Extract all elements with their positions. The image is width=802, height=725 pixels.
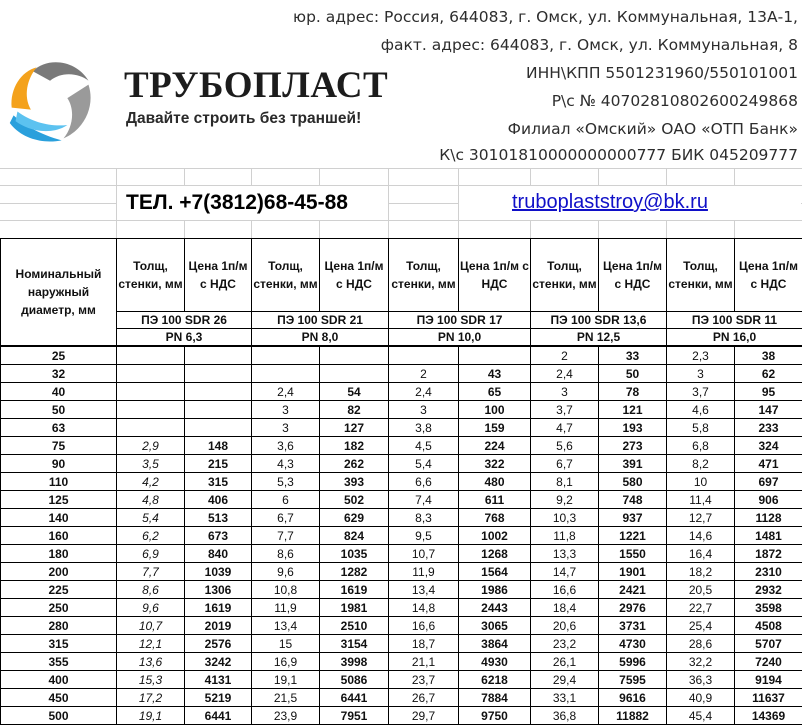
- sdr-label: ПЭ 100 SDR 13,6: [531, 312, 667, 329]
- price-cell: 2932: [735, 581, 802, 599]
- actual-address: факт. адрес: 644083, г. Омск, ул. Коммунальная, 8: [380, 36, 798, 54]
- thickness-cell: 7,7: [252, 527, 320, 545]
- price-cell: 9616: [599, 689, 667, 707]
- diameter-cell: 355: [1, 653, 117, 671]
- thickness-cell: 16,6: [531, 581, 599, 599]
- price-cell: 193: [599, 419, 667, 437]
- price-cell: 2310: [735, 563, 802, 581]
- diameter-cell: 50: [1, 401, 117, 419]
- price-cell: [459, 346, 531, 365]
- price-cell: 513: [185, 509, 252, 527]
- table-row: [1, 419, 802, 437]
- price-cell: 2421: [599, 581, 667, 599]
- price-header: Цена 1п/м с НДС: [459, 239, 531, 312]
- thickness-cell: 19,1: [117, 707, 185, 725]
- price-cell: 62: [735, 365, 802, 383]
- price-cell: 6441: [185, 707, 252, 725]
- price-cell: 1619: [185, 599, 252, 617]
- price-cell: 4508: [735, 617, 802, 635]
- price-cell: 3864: [459, 635, 531, 653]
- thickness-cell: 6,8: [667, 437, 735, 455]
- price-cell: 840: [185, 545, 252, 563]
- thickness-cell: 21,1: [389, 653, 459, 671]
- thickness-cell: 29,4: [531, 671, 599, 689]
- price-cell: [185, 419, 252, 437]
- thickness-cell: 8,3: [389, 509, 459, 527]
- header-row: [1, 239, 802, 312]
- price-cell: 5086: [320, 671, 389, 689]
- thickness-cell: 6,9: [117, 545, 185, 563]
- thickness-cell: 8,2: [667, 455, 735, 473]
- price-cell: 580: [599, 473, 667, 491]
- table-row: [1, 473, 802, 491]
- table-row: [1, 635, 802, 653]
- price-cell: 78: [599, 383, 667, 401]
- thickness-cell: 6,2: [117, 527, 185, 545]
- table-row: [1, 563, 802, 581]
- thickness-cell: 10,8: [252, 581, 320, 599]
- thickness-cell: 32,2: [667, 653, 735, 671]
- price-cell: 502: [320, 491, 389, 509]
- thickness-cell: 15: [252, 635, 320, 653]
- thickness-cell: 6,7: [531, 455, 599, 473]
- thickness-cell: 23,2: [531, 635, 599, 653]
- price-cell: 3598: [735, 599, 802, 617]
- price-header: Цена 1п/м с НДС: [185, 239, 252, 312]
- thickness-cell: 45,4: [667, 707, 735, 725]
- thickness-cell: 5,8: [667, 419, 735, 437]
- pn-row: [1, 329, 802, 347]
- price-cell: 3242: [185, 653, 252, 671]
- thickness-cell: 10,3: [531, 509, 599, 527]
- price-cell: 406: [185, 491, 252, 509]
- table-row: [1, 599, 802, 617]
- price-cell: 182: [320, 437, 389, 455]
- diameter-cell: 32: [1, 365, 117, 383]
- thickness-cell: 4,7: [531, 419, 599, 437]
- thickness-cell: 29,7: [389, 707, 459, 725]
- thickness-cell: 36,3: [667, 671, 735, 689]
- thickness-cell: 13,4: [389, 581, 459, 599]
- table-row: [1, 383, 802, 401]
- thickness-cell: 11,9: [252, 599, 320, 617]
- price-cell: 82: [320, 401, 389, 419]
- thickness-cell: 16,6: [389, 617, 459, 635]
- company-header: [0, 0, 802, 168]
- thickness-cell: 9,6: [117, 599, 185, 617]
- price-cell: 1002: [459, 527, 531, 545]
- thickness-cell: 16,4: [667, 545, 735, 563]
- price-cell: [320, 365, 389, 383]
- thickness-cell: 3,7: [667, 383, 735, 401]
- thickness-cell: 2,4: [531, 365, 599, 383]
- thickness-cell: 15,3: [117, 671, 185, 689]
- table-row: [1, 365, 802, 383]
- thickness-cell: 36,8: [531, 707, 599, 725]
- diameter-cell: 400: [1, 671, 117, 689]
- table-row: [1, 491, 802, 509]
- price-cell: 1306: [185, 581, 252, 599]
- thickness-cell: 3: [252, 419, 320, 437]
- thickness-cell: 9,2: [531, 491, 599, 509]
- price-cell: 1550: [599, 545, 667, 563]
- diameter-cell: 90: [1, 455, 117, 473]
- price-cell: 5996: [599, 653, 667, 671]
- thickness-cell: 10,7: [117, 617, 185, 635]
- price-cell: 1221: [599, 527, 667, 545]
- thickness-cell: 13,6: [117, 653, 185, 671]
- price-cell: 1981: [320, 599, 389, 617]
- thickness-cell: 7,7: [117, 563, 185, 581]
- price-cell: 5219: [185, 689, 252, 707]
- price-cell: 7240: [735, 653, 802, 671]
- price-cell: 2443: [459, 599, 531, 617]
- price-cell: 7595: [599, 671, 667, 689]
- price-cell: 14369: [735, 707, 802, 725]
- thickness-header: Толщ, стенки, мм: [117, 239, 185, 312]
- thickness-cell: 2,9: [117, 437, 185, 455]
- thickness-cell: 8,6: [117, 581, 185, 599]
- price-cell: 148: [185, 437, 252, 455]
- price-table: [0, 238, 802, 725]
- company-name: ТРУБОПЛАСТ: [124, 65, 389, 106]
- thickness-cell: [252, 365, 320, 383]
- thickness-cell: 18,4: [531, 599, 599, 617]
- thickness-cell: 12,7: [667, 509, 735, 527]
- price-header: Цена 1п/м с НДС: [599, 239, 667, 312]
- thickness-cell: 13,4: [252, 617, 320, 635]
- thickness-cell: 13,3: [531, 545, 599, 563]
- price-cell: [185, 401, 252, 419]
- thickness-cell: 3: [531, 383, 599, 401]
- table-row: [1, 509, 802, 527]
- thickness-cell: 26,1: [531, 653, 599, 671]
- price-cell: 748: [599, 491, 667, 509]
- price-cell: 1872: [735, 545, 802, 563]
- thickness-cell: 9,6: [252, 563, 320, 581]
- price-cell: 1128: [735, 509, 802, 527]
- price-cell: 50: [599, 365, 667, 383]
- price-cell: 3065: [459, 617, 531, 635]
- price-cell: 629: [320, 509, 389, 527]
- price-cell: 1268: [459, 545, 531, 563]
- thickness-cell: 18,7: [389, 635, 459, 653]
- thickness-cell: 2,3: [667, 346, 735, 365]
- thickness-cell: [117, 365, 185, 383]
- table-row: [1, 653, 802, 671]
- price-header: Цена 1п/м с НДС: [320, 239, 389, 312]
- inn-kpp: ИНН\КПП 5501231960/550101001: [526, 64, 798, 82]
- email-link[interactable]: truboplaststroy@bk.ru: [512, 191, 708, 213]
- table-row: [1, 346, 802, 365]
- legal-address: юр. адрес: Россия, 644083, г. Омск, ул. Коммунальная, 13А-1,: [293, 8, 798, 26]
- price-cell: 100: [459, 401, 531, 419]
- thickness-cell: 26,7: [389, 689, 459, 707]
- thickness-cell: 28,6: [667, 635, 735, 653]
- price-cell: 1564: [459, 563, 531, 581]
- price-cell: 7884: [459, 689, 531, 707]
- table-row: [1, 581, 802, 599]
- price-cell: 393: [320, 473, 389, 491]
- price-cell: 273: [599, 437, 667, 455]
- price-cell: [320, 346, 389, 365]
- table-row: [1, 671, 802, 689]
- price-cell: 391: [599, 455, 667, 473]
- price-cell: 673: [185, 527, 252, 545]
- price-cell: 11637: [735, 689, 802, 707]
- thickness-cell: 20,6: [531, 617, 599, 635]
- price-cell: 2019: [185, 617, 252, 635]
- thickness-cell: [117, 419, 185, 437]
- price-cell: 11882: [599, 707, 667, 725]
- pn-label: PN 12,5: [531, 329, 667, 347]
- thickness-cell: 5,4: [117, 509, 185, 527]
- price-cell: 5707: [735, 635, 802, 653]
- diameter-cell: 75: [1, 437, 117, 455]
- price-cell: 9194: [735, 671, 802, 689]
- price-cell: 322: [459, 455, 531, 473]
- diameter-cell: 250: [1, 599, 117, 617]
- diameter-cell: 125: [1, 491, 117, 509]
- thickness-cell: 14,8: [389, 599, 459, 617]
- sdr-label: ПЭ 100 SDR 26: [117, 312, 252, 329]
- thickness-cell: 5,6: [531, 437, 599, 455]
- thickness-cell: 2,4: [389, 383, 459, 401]
- thickness-cell: 4,5: [389, 437, 459, 455]
- price-cell: 95: [735, 383, 802, 401]
- price-cell: 224: [459, 437, 531, 455]
- price-cell: 2510: [320, 617, 389, 635]
- price-cell: 906: [735, 491, 802, 509]
- thickness-cell: 11,8: [531, 527, 599, 545]
- thickness-cell: 9,5: [389, 527, 459, 545]
- thickness-header: Толщ, стенки, мм: [389, 239, 459, 312]
- price-cell: 480: [459, 473, 531, 491]
- logo-icon: [4, 52, 100, 148]
- diameter-cell: 25: [1, 346, 117, 365]
- price-cell: 43: [459, 365, 531, 383]
- thickness-cell: [389, 346, 459, 365]
- thickness-cell: 8,6: [252, 545, 320, 563]
- price-cell: 159: [459, 419, 531, 437]
- thickness-cell: 8,1: [531, 473, 599, 491]
- price-cell: [185, 365, 252, 383]
- thickness-cell: 23,7: [389, 671, 459, 689]
- thickness-cell: 10: [667, 473, 735, 491]
- diameter-cell: 160: [1, 527, 117, 545]
- price-cell: 4730: [599, 635, 667, 653]
- thickness-cell: 33,1: [531, 689, 599, 707]
- thickness-cell: 3,5: [117, 455, 185, 473]
- company-slogan: Давайте строить без траншей!: [126, 110, 362, 127]
- price-cell: 1035: [320, 545, 389, 563]
- thickness-cell: 3,8: [389, 419, 459, 437]
- diameter-cell: 200: [1, 563, 117, 581]
- thickness-cell: 23,9: [252, 707, 320, 725]
- price-cell: 768: [459, 509, 531, 527]
- thickness-cell: [117, 346, 185, 365]
- correspondent-account: К\с 30101810000000000777 БИК 045209777: [439, 146, 798, 164]
- price-cell: 315: [185, 473, 252, 491]
- price-cell: [185, 346, 252, 365]
- price-cell: 147: [735, 401, 802, 419]
- pn-label: PN 16,0: [667, 329, 802, 347]
- diameter-cell: 110: [1, 473, 117, 491]
- thickness-cell: 21,5: [252, 689, 320, 707]
- price-cell: 6441: [320, 689, 389, 707]
- thickness-cell: 14,7: [531, 563, 599, 581]
- thickness-cell: 17,2: [117, 689, 185, 707]
- price-cell: 471: [735, 455, 802, 473]
- price-cell: 3998: [320, 653, 389, 671]
- price-cell: 1282: [320, 563, 389, 581]
- thickness-cell: 2: [389, 365, 459, 383]
- table-row: [1, 545, 802, 563]
- price-header: Цена 1п/м с НДС: [735, 239, 802, 312]
- price-cell: 127: [320, 419, 389, 437]
- diameter-cell: 40: [1, 383, 117, 401]
- table-row: [1, 527, 802, 545]
- thickness-cell: 3: [252, 401, 320, 419]
- diameter-cell: 280: [1, 617, 117, 635]
- thickness-cell: [117, 383, 185, 401]
- pn-label: PN 10,0: [389, 329, 531, 347]
- price-cell: 262: [320, 455, 389, 473]
- price-cell: 824: [320, 527, 389, 545]
- price-cell: 1481: [735, 527, 802, 545]
- price-cell: 54: [320, 383, 389, 401]
- thickness-cell: 3: [667, 365, 735, 383]
- price-cell: 2576: [185, 635, 252, 653]
- thickness-cell: 10,7: [389, 545, 459, 563]
- pn-label: PN 6,3: [117, 329, 252, 347]
- price-cell: 1986: [459, 581, 531, 599]
- diameter-cell: 140: [1, 509, 117, 527]
- thickness-cell: 19,1: [252, 671, 320, 689]
- price-cell: 1039: [185, 563, 252, 581]
- table-row: [1, 401, 802, 419]
- thickness-cell: 3,6: [252, 437, 320, 455]
- diameter-cell: 225: [1, 581, 117, 599]
- price-cell: 215: [185, 455, 252, 473]
- table-row: [1, 707, 802, 725]
- thickness-header: Толщ, стенки, мм: [531, 239, 599, 312]
- price-cell: 3154: [320, 635, 389, 653]
- thickness-cell: 5,3: [252, 473, 320, 491]
- thickness-cell: [252, 346, 320, 365]
- bank-account: Р\с № 40702810802600249868: [551, 92, 798, 110]
- thickness-cell: 12,1: [117, 635, 185, 653]
- price-cell: 6218: [459, 671, 531, 689]
- price-cell: 697: [735, 473, 802, 491]
- price-cell: 38: [735, 346, 802, 365]
- diameter-cell: 450: [1, 689, 117, 707]
- table-row: [1, 437, 802, 455]
- thickness-cell: 4,6: [667, 401, 735, 419]
- thickness-header: Толщ, стенки, мм: [667, 239, 735, 312]
- thickness-cell: 6: [252, 491, 320, 509]
- thickness-cell: 6,6: [389, 473, 459, 491]
- price-cell: 2976: [599, 599, 667, 617]
- thickness-cell: 25,4: [667, 617, 735, 635]
- sdr-label: ПЭ 100 SDR 11: [667, 312, 802, 329]
- thickness-cell: 5,4: [389, 455, 459, 473]
- thickness-cell: 22,7: [667, 599, 735, 617]
- thickness-cell: 18,2: [667, 563, 735, 581]
- thickness-cell: [117, 401, 185, 419]
- price-cell: 4131: [185, 671, 252, 689]
- price-cell: 233: [735, 419, 802, 437]
- thickness-cell: 6,7: [252, 509, 320, 527]
- thickness-cell: 4,3: [252, 455, 320, 473]
- diameter-header: Номинальный наружный диаметр, мм: [1, 239, 117, 347]
- sdr-label: ПЭ 100 SDR 21: [252, 312, 389, 329]
- thickness-cell: 16,9: [252, 653, 320, 671]
- price-cell: 611: [459, 491, 531, 509]
- thickness-header: Толщ, стенки, мм: [252, 239, 320, 312]
- price-cell: 7951: [320, 707, 389, 725]
- price-cell: 3731: [599, 617, 667, 635]
- pn-label: PN 8,0: [252, 329, 389, 347]
- price-cell: 324: [735, 437, 802, 455]
- table-row: [1, 455, 802, 473]
- diameter-cell: 180: [1, 545, 117, 563]
- price-cell: 1619: [320, 581, 389, 599]
- price-cell: 33: [599, 346, 667, 365]
- table-row: [1, 689, 802, 707]
- diameter-cell: 500: [1, 707, 117, 725]
- thickness-cell: 11,9: [389, 563, 459, 581]
- thickness-cell: 3: [389, 401, 459, 419]
- thickness-cell: 40,9: [667, 689, 735, 707]
- thickness-cell: 20,5: [667, 581, 735, 599]
- price-cell: 121: [599, 401, 667, 419]
- sdr-label: ПЭ 100 SDR 17: [389, 312, 531, 329]
- table-row: [1, 617, 802, 635]
- sdr-row: [1, 312, 802, 329]
- thickness-cell: 4,8: [117, 491, 185, 509]
- price-cell: [185, 383, 252, 401]
- diameter-cell: 63: [1, 419, 117, 437]
- price-cell: 937: [599, 509, 667, 527]
- bank-branch: Филиал «Омский» ОАО «ОТП Банк»: [507, 120, 798, 138]
- thickness-cell: 4,2: [117, 473, 185, 491]
- thickness-cell: 11,4: [667, 491, 735, 509]
- price-cell: 65: [459, 383, 531, 401]
- price-cell: 9750: [459, 707, 531, 725]
- thickness-cell: 7,4: [389, 491, 459, 509]
- price-cell: 4930: [459, 653, 531, 671]
- thickness-cell: 2: [531, 346, 599, 365]
- thickness-cell: 14,6: [667, 527, 735, 545]
- thickness-cell: 2,4: [252, 383, 320, 401]
- phone-number: ТЕЛ. +7(3812)68-45-88: [126, 191, 348, 214]
- diameter-cell: 315: [1, 635, 117, 653]
- price-cell: 1901: [599, 563, 667, 581]
- thickness-cell: 3,7: [531, 401, 599, 419]
